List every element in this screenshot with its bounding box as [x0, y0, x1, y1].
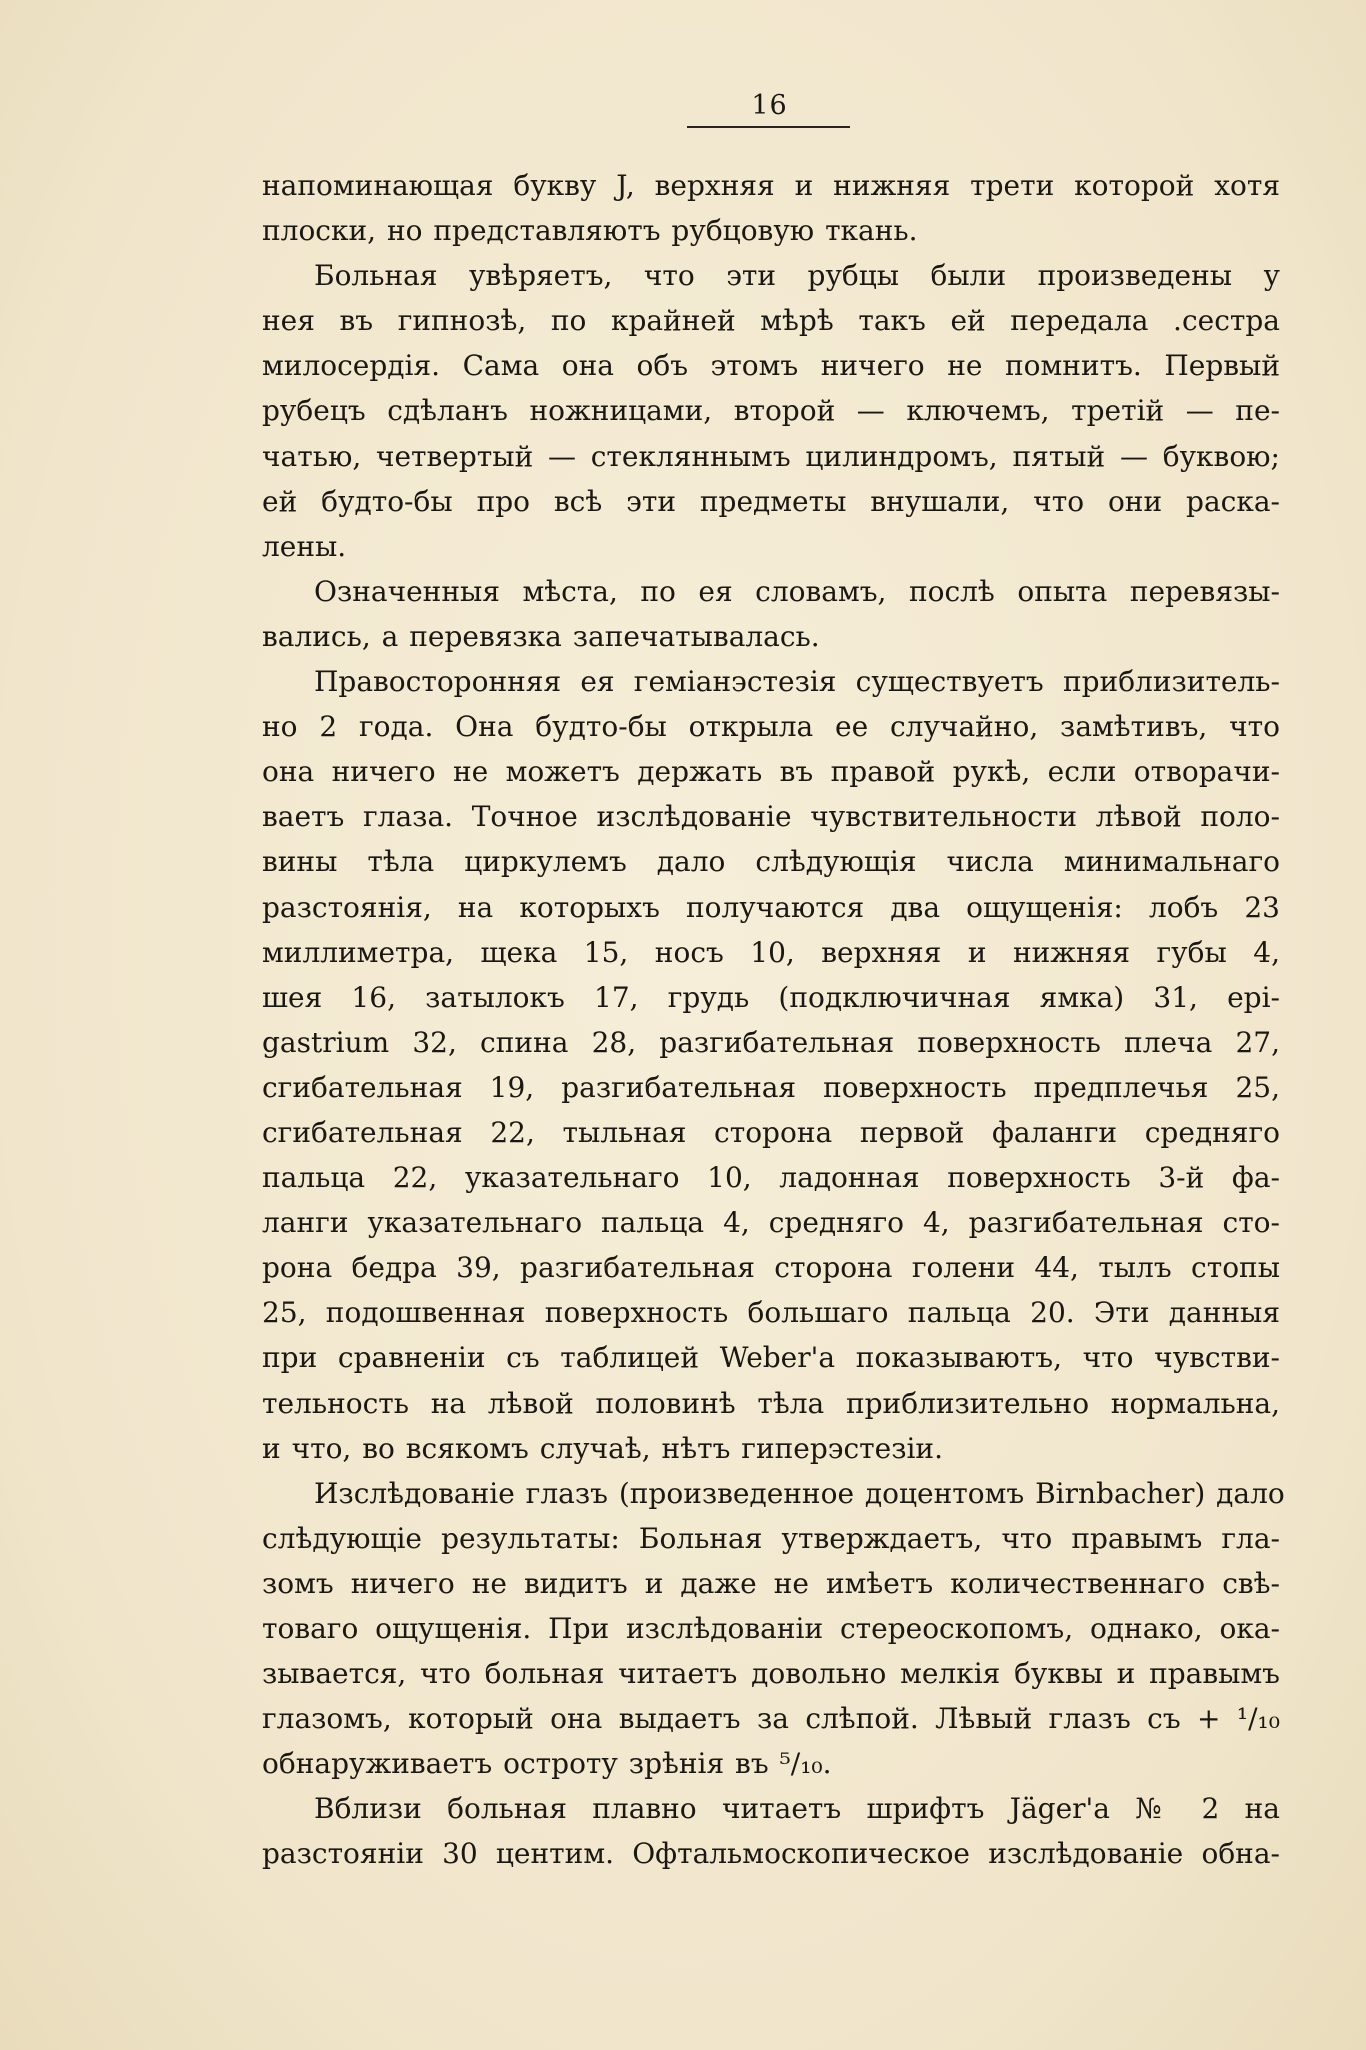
text-line: рона бедра 39, разгибательная сторона голени 44, тылъ стопы	[262, 1251, 1280, 1285]
page-number: 16	[751, 90, 788, 121]
text-line: зомъ ничего не видитъ и даже не имѣетъ количественнаго свѣ-	[262, 1566, 1280, 1600]
text-line: ей будто-бы про всѣ эти предметы внушали, что они раска-	[262, 484, 1280, 518]
paragraph	[262, 253, 1280, 569]
text-line: Больная увѣряетъ, что эти рубцы были произведены у	[314, 259, 1280, 293]
text-line: Изслѣдованіе глазъ (произведенное доцентомъ Birnbacher) дало	[314, 1476, 1285, 1510]
text-line: разстоянія, на которыхъ получаются два ощущенія: лобъ 23	[262, 890, 1280, 924]
text-line: сгибательная 19, разгибательная поверхность предплечья 25,	[262, 1070, 1280, 1104]
text-line: чатью, четвертый — стекляннымъ цилиндромъ, пятый — буквою;	[262, 439, 1280, 473]
text-line: ваетъ глаза. Точное изслѣдованіе чувствительности лѣвой поло-	[262, 800, 1280, 834]
text-line: миллиметра, щека 15, носъ 10, верхняя и нижняя губы 4,	[262, 935, 1280, 969]
paragraph	[262, 163, 1280, 253]
text-line: она ничего не можетъ держать въ правой рукѣ, если отворачи-	[262, 755, 1280, 789]
text-line: вины тѣла циркулемъ дало слѣдующія числа минимальнаго	[262, 845, 1280, 879]
text-line: Вблизи больная плавно читаетъ шрифтъ Jäger'а № 2 на	[314, 1792, 1280, 1826]
text-line: лены.	[262, 529, 347, 563]
body-text	[262, 163, 1285, 1877]
text-line: тельность на лѣвой половинѣ тѣла приблизительно нормальна,	[262, 1386, 1280, 1420]
page-number-rule	[687, 126, 850, 128]
text-line: шея 16, затылокъ 17, грудь (подключичная ямка) 31, epi-	[262, 980, 1280, 1014]
text-line: ланги указательнаго пальца 4, средняго 4, разгибательная сто-	[262, 1206, 1280, 1240]
text-line: нея въ гипнозѣ, по крайней мѣрѣ такъ ей передала .сестра	[262, 304, 1280, 338]
text-line: обнаруживаетъ остроту зрѣнія въ ⁵/₁₀.	[262, 1747, 832, 1781]
text-line: но 2 года. Она будто-бы открыла ее случайно, замѣтивъ, что	[262, 710, 1280, 744]
text-line: плоски, но представляютъ рубцовую ткань.	[262, 214, 918, 248]
text-line: вались, а перевязка запечатывалась.	[262, 619, 820, 653]
text-line: рубецъ сдѣланъ ножницами, второй — ключемъ, третій — пе-	[262, 394, 1280, 428]
text-line: при сравненіи съ таблицей Weber'а показываютъ, что чувстви-	[262, 1341, 1280, 1375]
text-line: милосердія. Сама она объ этомъ ничего не помнитъ. Первый	[262, 349, 1280, 383]
text-line: зывается, что больная читаетъ довольно мелкія буквы и правымъ	[262, 1657, 1280, 1691]
text-line: сгибательная 22, тыльная сторона первой фаланги средняго	[262, 1115, 1280, 1149]
text-line: и что, во всякомъ случаѣ, нѣтъ гиперэстезіи.	[262, 1431, 943, 1465]
text-line: напоминающая букву J, верхняя и нижняя трети которой хотя	[262, 169, 1280, 202]
text-line: gastrium 32, спина 28, разгибательная поверхность плеча 27,	[262, 1025, 1280, 1059]
text-line: товаго ощущенія. При изслѣдованіи стереоскопомъ, однако, ока-	[262, 1612, 1280, 1645]
text-line: 25, подошвенная поверхность большаго пальца 20. Эти данныя	[262, 1296, 1280, 1330]
text-line: Правосторонняя ея геміанэстезія существуетъ приблизитель-	[314, 665, 1280, 699]
paragraph	[262, 1471, 1285, 1787]
text-line: Означенныя мѣста, по ея словамъ, послѣ опыта перевязы-	[314, 574, 1280, 608]
paragraph	[262, 1786, 1280, 1876]
text-line: слѣдующіе результаты: Больная утверждаетъ, что правымъ гла-	[262, 1521, 1280, 1555]
paragraph	[262, 659, 1280, 1471]
paragraph	[262, 569, 1280, 659]
text-line: пальца 22, указательнаго 10, ладонная поверхность 3-й фа-	[262, 1161, 1280, 1195]
text-line: разстояніи 30 центим. Офтальмоскопическое изслѣдованіе обна-	[262, 1837, 1280, 1871]
text-line: глазомъ, который она выдаетъ за слѣпой. Лѣвый глазъ съ + ¹/₁₀	[262, 1702, 1280, 1736]
